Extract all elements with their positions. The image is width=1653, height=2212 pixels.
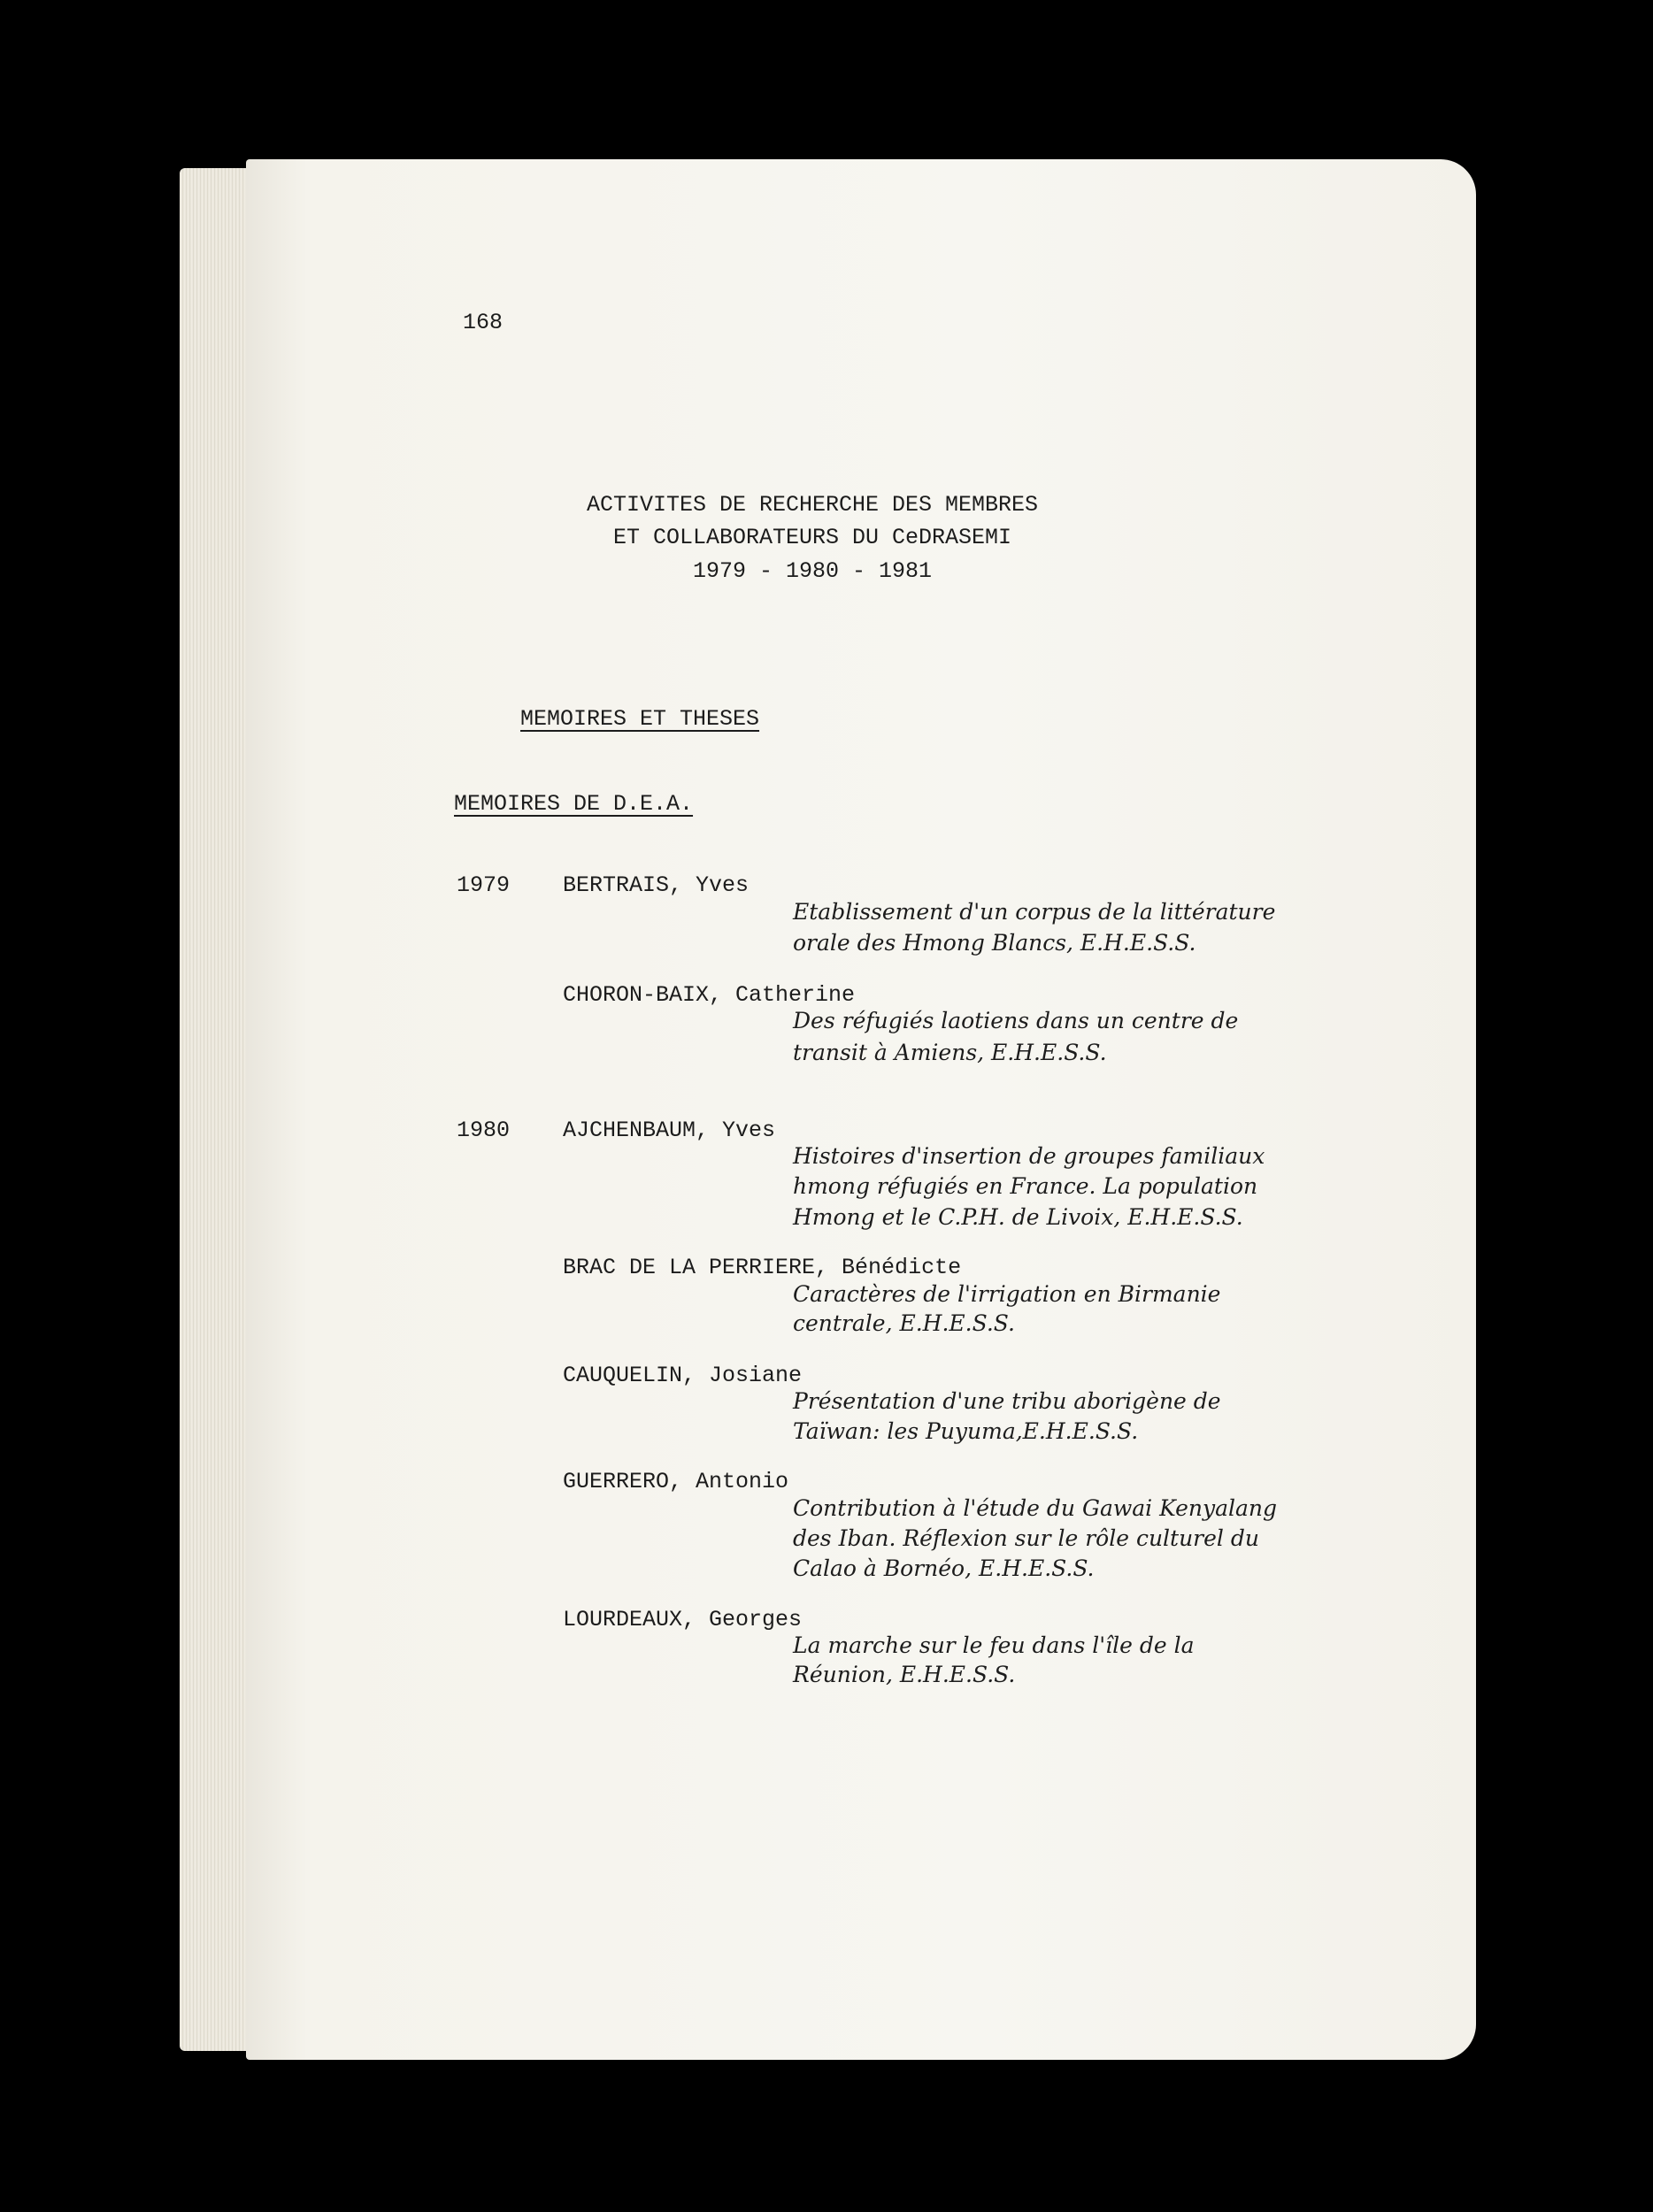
entry-title-line: Taïwan: les Puyuma,E.H.E.S.S. <box>793 1418 1139 1444</box>
entry-title-line: Hmong et le C.P.H. de Livoix, E.H.E.S.S. <box>793 1204 1243 1230</box>
entry-author: CHORON-BAIX, Catherine <box>563 982 856 1008</box>
subsection-title: MEMOIRES DE D.E.A. <box>454 791 694 817</box>
entry-title-line: Présentation d'une tribu aborigène de <box>793 1388 1221 1414</box>
section-title: MEMOIRES ET THESES <box>520 706 760 732</box>
entry-title-line: des Iban. Réflexion sur le rôle culturel du <box>793 1525 1259 1551</box>
entry-author: LOURDEAUX, Georges <box>563 1607 803 1632</box>
entry-author: BERTRAIS, Yves <box>563 872 750 898</box>
entry-year: 1980 <box>457 1118 511 1143</box>
entry-author: GUERRERO, Antonio <box>563 1469 789 1494</box>
entry-title-line: centrale, E.H.E.S.S. <box>793 1310 1015 1336</box>
entry-title-line: Caractères de l'irrigation en Birmanie <box>793 1281 1221 1307</box>
book-page <box>246 159 1476 2060</box>
entry-title-line: Histoires d'insertion de groupes familiaux <box>793 1143 1265 1169</box>
entry-title-line: Des réfugiés laotiens dans un centre de <box>793 1008 1239 1033</box>
entry-title-line: Réunion, E.H.E.S.S. <box>793 1662 1016 1687</box>
entry-title-line: orale des Hmong Blancs, E.H.E.S.S. <box>793 930 1196 956</box>
entry-author: AJCHENBAUM, Yves <box>563 1118 776 1143</box>
entry-title-line: Contribution à l'étude du Gawai Kenyalang <box>793 1495 1278 1521</box>
page-number: 168 <box>463 310 504 335</box>
entry-title-line: hmong réfugiés en France. La population <box>793 1173 1258 1199</box>
heading-line-2: ET COLLABORATEURS DU CeDRASEMI <box>612 525 1012 550</box>
entry-title-line: transit à Amiens, E.H.E.S.S. <box>793 1040 1107 1065</box>
entry-title-line: Etablissement d'un corpus de la littérature <box>793 899 1276 925</box>
entry-title-line: Calao à Bornéo, E.H.E.S.S. <box>793 1555 1095 1581</box>
heading-line-3: 1979 - 1980 - 1981 <box>692 558 933 584</box>
entry-title-line: La marche sur le feu dans l'île de la <box>793 1632 1195 1658</box>
entry-year: 1979 <box>457 872 511 898</box>
entry-author: BRAC DE LA PERRIERE, Bénédicte <box>563 1255 962 1280</box>
heading-line-1: ACTIVITES DE RECHERCHE DES MEMBRES <box>586 492 1039 518</box>
entry-author: CAUQUELIN, Josiane <box>563 1363 803 1388</box>
book <box>180 159 1480 2060</box>
